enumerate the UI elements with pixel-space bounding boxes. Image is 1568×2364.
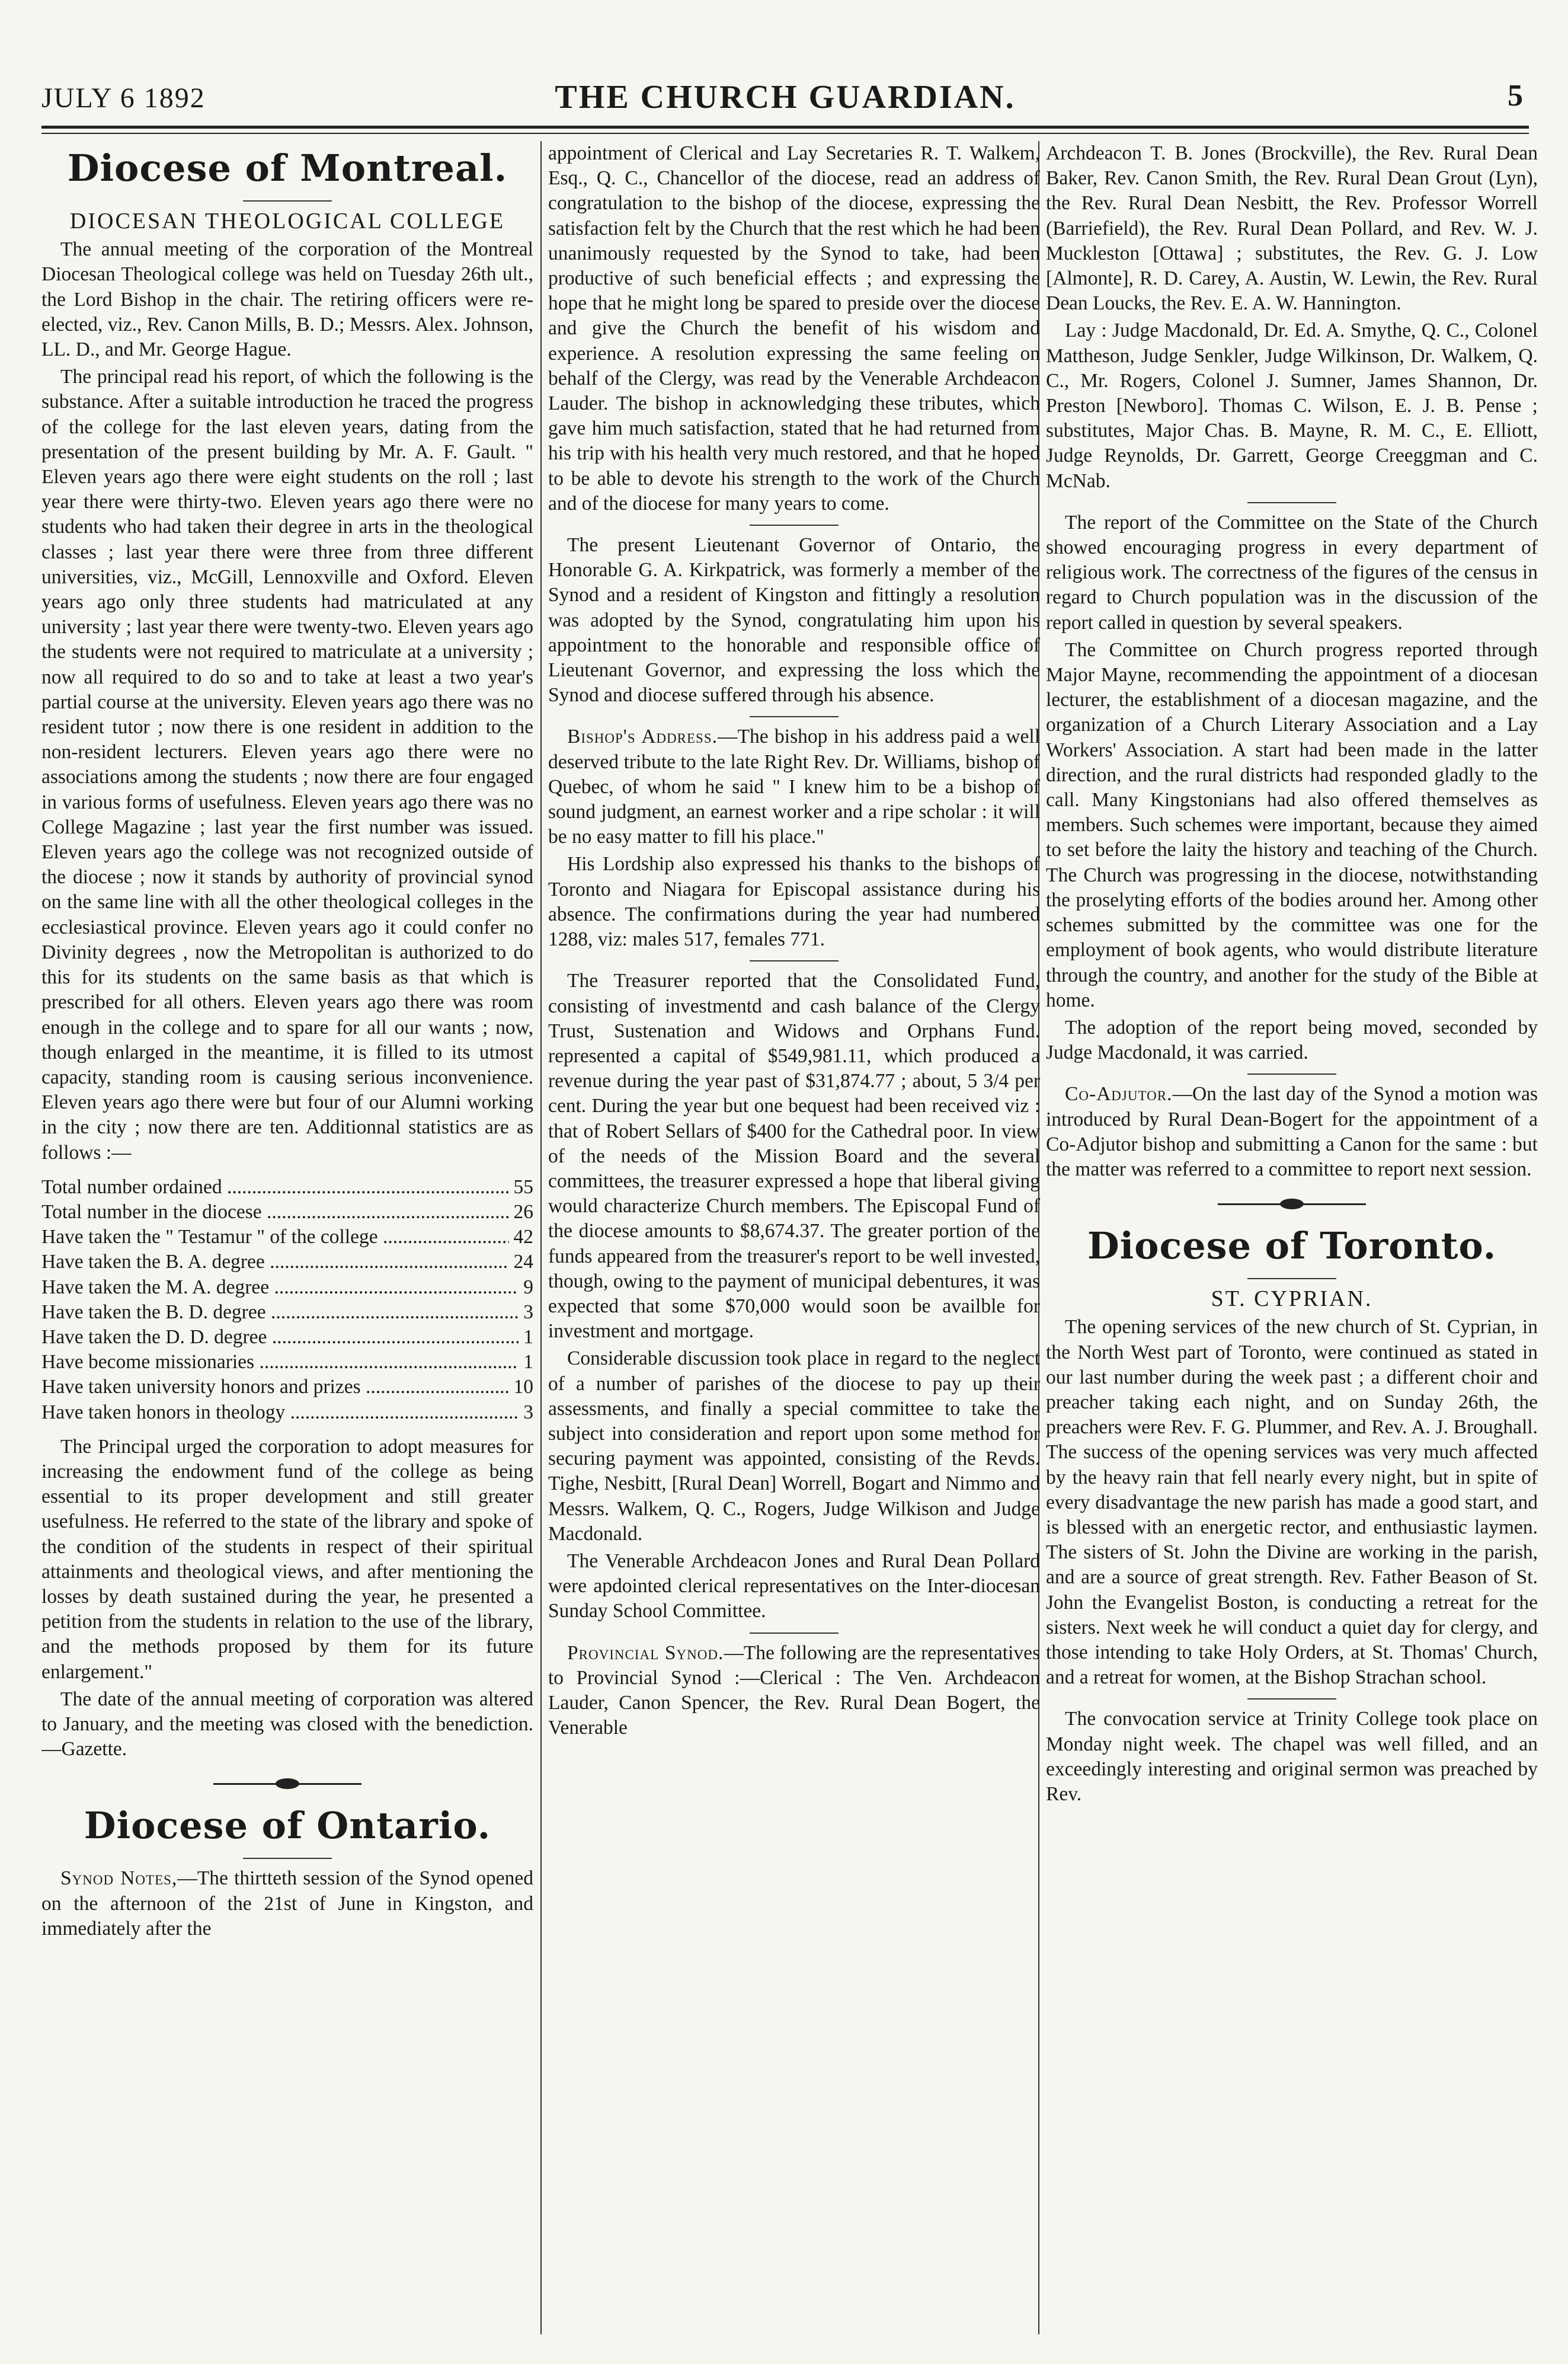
run-in-heading: Provincial Synod. <box>567 1641 724 1664</box>
stat-row <box>41 1325 533 1350</box>
run-in-heading: Synod Notes, <box>60 1867 178 1890</box>
column-1 <box>41 141 533 2334</box>
issue-date: JULY 6 1892 <box>41 82 206 114</box>
stat-value: 1 <box>523 1325 533 1348</box>
stat-row <box>41 1275 533 1300</box>
paragraph: The Principal urged the corporation to adopt measures for increasing the endowment fund of the college as being essential to its proper development and still greater usefulness. He referred to the state of the library and spoke of the condition of the students in respect of their spiritual attainments and theological views, and after mentioning the losses by death sustained during the year, he presented a petition from the students in relation to the use of the library, and the methods proposed by them for its future enlargement." <box>41 1435 533 1683</box>
stat-value: 9 <box>523 1276 533 1298</box>
stat-label: Have become missionaries ..... <box>41 1350 519 1375</box>
run-in-heading: Bishop's Address. <box>567 726 718 748</box>
stat-row <box>41 1300 533 1325</box>
paragraph: The Treasurer reported that the Consolidated Fund, consisting of investmentd and cash balance of the Clergy Trust, Sustenation and Widows and Orphans Fund. represented a capital of $549,981.11, which produced a revenue during the year past of $31,874.77 ; about, 5 3/4 per cent. During the year but one bequest had been received viz : that of Robert Sellars of $400 for the Cathedral poor. In view of the needs of the Mission Board and the several committees, the treasurer expressed a hope that liberal giving would characterize Church members. The Episcopal Fund of the diocese amounts to $8,674.37. The greater portion of the funds appeared from the treasurer's report to be well invested, though, owing to the payment of municipal debentures, it was expected that some $70,000 would soon be availble for investment and mortgage. <box>548 970 1040 1343</box>
stat-row <box>41 1175 533 1200</box>
short-divider <box>750 716 839 717</box>
short-divider <box>750 960 839 961</box>
paragraph-text: —The bishop in his address paid a well deserved tribute to the late Right Rev. Dr. Williams, bishop of Quebec, of whom he said " I knew him to be a bishop of sound judgment, an earnest worker and a ripe scholar : it will be no easy matter to fill his place." <box>548 726 1040 848</box>
newspaper-title: THE CHURCH GUARDIAN. <box>555 79 1016 116</box>
short-divider <box>1247 1074 1336 1075</box>
paragraph: appointment of Clerical and Lay Secretaries R. T. Walkem, Esq., Q. C., Chancellor of the diocese, read an address of congratulation to the bishop of the diocese, expressing the satisfaction felt by the Church that the rest which he had been unanimously requested by the Synod to take, had been productive of such beneficial effects ; and expressing the hope that he might long be spared to preside over the diocese and give the Church the benefit of his wisdom and experience. A resolution expressing the same feeling on behalf of the Clergy, was read by the Venerable Archdeacon Lauder. The bishop in acknowledging these tributes, which gave him much satisfaction, stated that he had returned from his trip with his health very much restored, and that he hoped to be able to devote his strength to the work of the Church and of the diocese for many years to come. <box>548 142 1040 515</box>
stat-value: 10 <box>513 1376 533 1398</box>
stat-value: 3 <box>523 1301 533 1323</box>
paragraph: His Lordship also expressed his thanks to the bishops of Toronto and Niagara for Episcopal assistance during his absence. The confirmations during the year had numbered 1288, viz: males 517, females 771. <box>548 853 1040 951</box>
run-in-heading: Co-Adjutor. <box>1065 1083 1173 1106</box>
masthead-rule-thin <box>41 133 1529 134</box>
paragraph <box>548 724 1040 849</box>
paragraph: The principal read his report, of which the following is the substance. After a suitable introduction he traced the progress of the college for the last eleven years, dating from the presentation of the present building by Mr. A. F. Gault. " Eleven years ago there were eight students on the roll ; last year there were thirty-two. Eleven years ago there were no students who had taken their degree in arts in the theological classes ; last year there were three from three different universities, viz., McGill, Lennoxville and Oxford. Eleven years ago only three students had matriculated at any university ; last year there were twenty-two. Eleven years ago the students were not required to matriculate at a university ; now all required to do so and to take at least a two year's partial course at the university. Eleven years ago there was no resident tutor ; now there is one resident in addition to the non-resident lecturers. Eleven years ago there were no associations among the students ; now there are four engaged in various forms of usefulness. Eleven years ago there was no College Magazine ; last year the first number was issued. Eleven years ago the college was not recognized outside of the diocese ; now it stands by authority of provincial synod on the same line with all the other theological colleges in the ecclesiastical province. Eleven years ago it could confer no Divinity degrees , now the Metropolitan is authorized to do this for its students on the same basis as that which is prescribed for all others. Eleven years ago there was room enough in the college and to spare for all our wants ; now, though enlarged in the meantime, it is filled to its utmost capacity, standing room is causing serious inconvenience. Eleven years ago there were but four of our Alumni working in the city ; now there are ten. Additionnal statistics are as follows :— <box>41 366 533 1164</box>
paragraph-text: —The thirtteth session of the Synod opened on the afternoon of the 21st of June in Kingston, and immediately after the <box>41 1867 533 1940</box>
paragraph: The convocation service at Trinity College took place on Monday night week. The chapel was well filled, and an exceedingly interesting and original sermon was preached by Rev. <box>1046 1708 1538 1805</box>
short-divider <box>1247 502 1336 503</box>
short-divider <box>1247 1698 1336 1699</box>
stat-value: 42 <box>513 1226 533 1248</box>
stat-label: Have taken the " Testamur " of the college ..... <box>41 1225 509 1250</box>
stat-label: Total number in the diocese ..... <box>41 1200 509 1225</box>
statistics-table <box>41 1175 533 1425</box>
paragraph: The Venerable Archdeacon Jones and Rural Dean Pollard were apdointed clerical representatives on the Inter-diocesan Sunday School Committee. <box>548 1550 1040 1622</box>
stat-label: Have taken university honors and prizes ..... <box>41 1375 509 1400</box>
stat-label: Total number ordained ..... <box>41 1175 509 1200</box>
paragraph-text: —The following are the representatives to Provincial Synod :—Clerical : The Ven. Archdeacon Lauder, Canon Spencer, the Rev. Rural Dean Bogert, the Venerable <box>548 1641 1040 1739</box>
paragraph: The adoption of the report being moved, seconded by Judge Macdonald, it was carried. <box>1046 1016 1538 1064</box>
paragraph <box>41 1866 533 1941</box>
stat-row <box>41 1350 533 1375</box>
stat-row <box>41 1200 533 1225</box>
section-heading-montreal: Diocese of Montreal. <box>67 146 508 190</box>
ornamental-divider <box>1046 1197 1538 1210</box>
stat-value: 1 <box>523 1351 533 1373</box>
paragraph: The date of the annual meeting of corporation was altered to January, and the meeting was closed with the benediction.—Gazette. <box>41 1688 533 1761</box>
short-divider <box>243 1858 332 1859</box>
paragraph: The Committee on Church progress reported through Major Mayne, recommending the appointment of a diocesan lecturer, the establishment of a diocesan magazine, and the organization of a Church Literary Association and a Lay Workers' Association. A start had been made in the latter direction, and the rural districts had responded gladly to the call. Many Kingstonians had also offered themselves as members. Such schemes were important, because they aimed to set before the laity the history and teaching of the Church. The Church was progressing in the diocese, notwithstanding the proselyting efforts of the bodies around her. Among other schemes submitted by the committee was one for the employment of book agents, who would distribute literature through the country, and another for the study of the Bible at home. <box>1046 638 1538 1011</box>
stat-label: Have taken the D. D. degree ..... <box>41 1325 519 1350</box>
ornamental-divider <box>41 1777 533 1790</box>
short-divider <box>243 200 332 202</box>
column-3 <box>1046 141 1538 2334</box>
paragraph: The present Lieutenant Governor of Ontario, the Honorable G. A. Kirkpatrick, was formerly a member of the Synod and a resident of Kingston and fittingly a resolution was adopted by the Synod, congratulating him upon his appointment to the honorable and responsible office of Lieutenant Governor, and expressing the loss which the Synod and diocese suffered through his absence. <box>548 534 1040 707</box>
paragraph: Lay : Judge Macdonald, Dr. Ed. A. Smythe, Q. C., Colonel Mattheson, Judge Senkler, Judge Wilkinson, Dr. Walkem, Q. C., Mr. Rogers, Colonel J. Sumner, James Shannon, Dr. Preston [Newboro]. Thomas C. Wilson, E. J. B. Pense ; substitutes, Major Chas. B. Mayne, R. M. C., E. Elliott, Judge Reynolds, Dr. Garrett, George Creeggman and C. McNab. <box>1046 320 1538 492</box>
column-2 <box>548 141 1040 2334</box>
short-divider <box>750 1633 839 1634</box>
stat-label: Have taken the B. A. degree ..... <box>41 1250 509 1274</box>
paragraph <box>548 1641 1040 1741</box>
stat-row <box>41 1400 533 1425</box>
paragraph: Considerable discussion took place in regard to the neglect of a number of parishes of the diocese to pay up their assessments, and finally a special committee to take the subject into consideration and report upon some method for securing payment was appointed, consisting of the Revds. Tighe, Nesbitt, [Rural Dean] Worrell, Bogart and Nimmo and Messrs. Walkem, Q. C., Rogers, Judge Wilkison and Judge Macdonald. <box>548 1347 1040 1545</box>
paragraph: The annual meeting of the corporation of the Montreal Diocesan Theological college was held on Tuesday 26th ult., the Lord Bishop in the chair. The retiring officers were re-elected, viz., Rev. Canon Mills, B. D.; Messrs. Alex. Johnson, LL. D., and Mr. George Hague. <box>41 238 533 361</box>
masthead <box>41 65 1529 119</box>
stat-label: Have taken the M. A. degree ..... <box>41 1275 519 1300</box>
stat-row <box>41 1375 533 1400</box>
stat-value: 24 <box>513 1251 533 1273</box>
stat-row <box>41 1250 533 1274</box>
article-heading-st-cyprian: ST. CYPRIAN. <box>1211 1286 1373 1312</box>
stat-label: Have taken honors in theology ..... <box>41 1400 519 1425</box>
section-heading-toronto: Diocese of Toronto. <box>1087 1224 1497 1268</box>
stat-value: 26 <box>513 1200 533 1223</box>
page-number: 5 <box>1508 79 1523 113</box>
stat-label: Have taken the B. D. degree ..... <box>41 1300 519 1325</box>
stat-value: 55 <box>513 1175 533 1198</box>
short-divider <box>1247 1278 1336 1279</box>
stat-row <box>41 1225 533 1250</box>
paragraph: The opening services of the new church of St. Cyprian, in the North West part of Toronto, were continued as stated in our last number during the week past ; a different choir and preacher taking each night, and on Sunday 26th, the preachers were Rev. F. G. Plummer, and Rev. A. J. Broughall. The success of the opening services was very much affected by the heavy rain that fell nearly every night, but in spite of every disadvantage the new parish has made a good start, and is blessed with an energetic rector, and enthusiastic laymen. The sisters of St. John the Divine are working in the parish, and are a source of great strength. Rev. Father Beason of St. John the Evangelist Boston, is conducting a retreat for the sisters. Next week he will conduct a quiet day for clergy, and those intending to take Holy Orders, at St. Thomas' Church, and a retreat for women, at the Bishop Strachan school. <box>1046 1316 1538 1689</box>
masthead-rule <box>41 126 1529 129</box>
short-divider <box>750 525 839 526</box>
stat-value: 3 <box>523 1401 533 1423</box>
article-heading-theological-college: DIOCESAN THEOLOGICAL COLLEGE <box>69 209 505 234</box>
paragraph-text: —On the last day of the Synod a motion was introduced by Rural Dean-Bogert for the appointment of a Co-Adjutor bishop and submitting a Canon for the same : but the matter was referred to a committee to report next session. <box>1046 1083 1538 1180</box>
column-divider <box>540 141 542 2334</box>
paragraph: The report of the Committee on the State of the Church showed encouraging progress in every department of religious work. The correctness of the figures of the census in regard to Church population was in the discussion of the report called in question by several speakers. <box>1046 511 1538 634</box>
section-heading-ontario: Diocese of Ontario. <box>84 1804 491 1848</box>
paragraph: Archdeacon T. B. Jones (Brockville), the Rev. Rural Dean Baker, Rev. Canon Smith, the Rev. Rural Dean Grout (Lyn), the Rev. Rural Dean Nesbitt, the Rev. Professor Worrell (Barriefield), the Rev. Rural Dean Pollard, and Rev. W. J. Muckleston [Ottawa] ; substitutes, the Rev. G. J. Low [Almonte], R. D. Carey, A. Austin, W. Lewin, the Rev. Rural Dean Loucks, the Rev. E. A. W. Hannington. <box>1046 142 1538 315</box>
paragraph <box>1046 1082 1538 1182</box>
